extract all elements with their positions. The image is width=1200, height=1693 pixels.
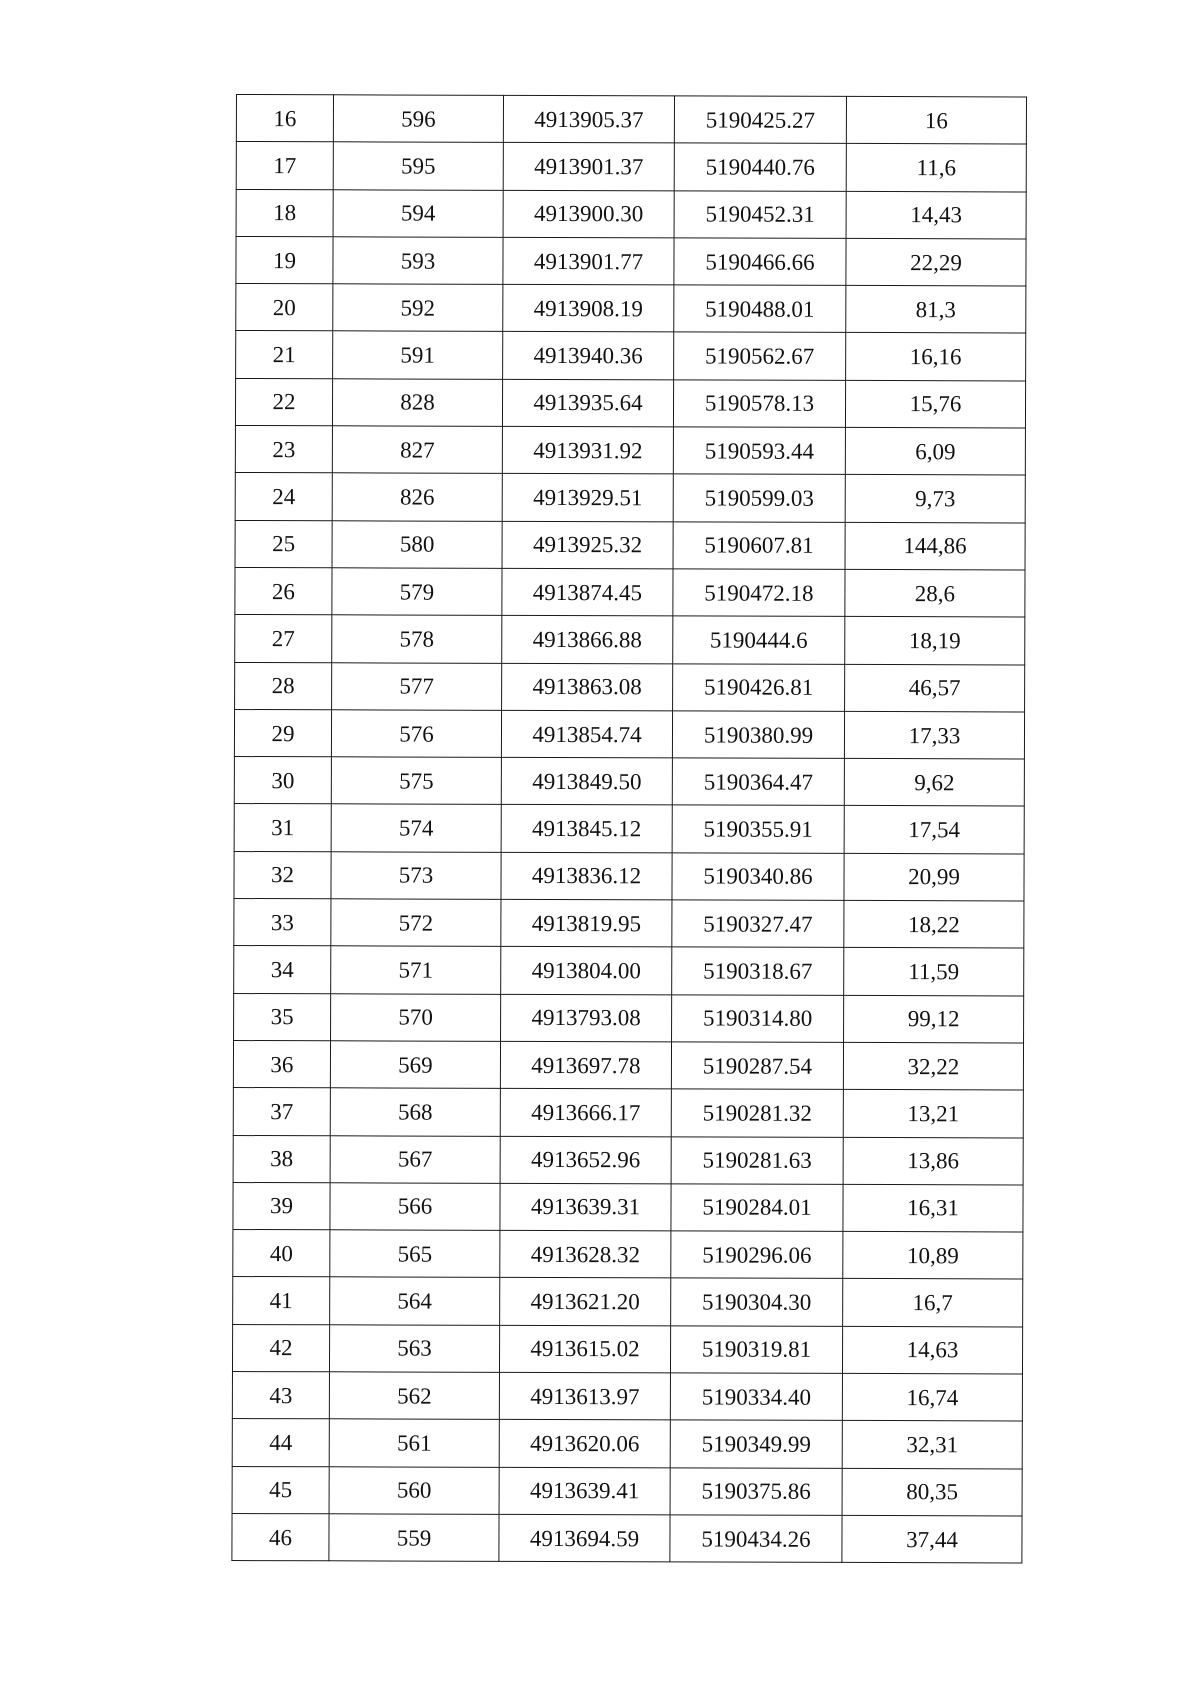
table-row bbox=[234, 851, 1024, 901]
x-coordinate-cell: 4913697.78 bbox=[500, 1041, 671, 1089]
row-number-cell: 21 bbox=[236, 331, 333, 379]
point-id-cell: 573 bbox=[331, 852, 501, 900]
row-number-cell: 39 bbox=[233, 1182, 330, 1230]
y-coordinate-cell: 5190380.99 bbox=[672, 711, 844, 759]
distance-cell: 37,44 bbox=[842, 1515, 1022, 1563]
row-number-cell: 17 bbox=[236, 142, 333, 190]
x-coordinate-cell: 4913900.30 bbox=[503, 190, 674, 238]
table-row bbox=[233, 1088, 1023, 1138]
y-coordinate-cell: 5190281.63 bbox=[671, 1136, 843, 1184]
point-id-cell: 827 bbox=[332, 426, 502, 474]
distance-cell: 11,59 bbox=[844, 948, 1024, 996]
row-number-cell: 43 bbox=[232, 1372, 329, 1420]
y-coordinate-cell: 5190425.27 bbox=[674, 96, 846, 144]
point-id-cell: 594 bbox=[333, 189, 503, 237]
table-row bbox=[235, 473, 1025, 523]
x-coordinate-cell: 4913793.08 bbox=[501, 994, 672, 1042]
point-id-cell: 828 bbox=[332, 379, 502, 427]
x-coordinate-cell: 4913905.37 bbox=[503, 95, 674, 143]
point-id-cell: 596 bbox=[333, 95, 503, 143]
distance-cell: 18,19 bbox=[845, 617, 1025, 665]
x-coordinate-cell: 4913628.32 bbox=[500, 1230, 671, 1278]
table-row bbox=[233, 1182, 1023, 1232]
point-id-cell: 562 bbox=[329, 1372, 499, 1420]
x-coordinate-cell: 4913901.77 bbox=[503, 237, 674, 285]
point-id-cell: 566 bbox=[330, 1183, 500, 1231]
distance-cell: 20,99 bbox=[844, 853, 1024, 901]
row-number-cell: 26 bbox=[235, 567, 332, 615]
point-id-cell: 592 bbox=[333, 284, 503, 332]
y-coordinate-cell: 5190434.26 bbox=[670, 1515, 842, 1563]
table-row bbox=[233, 1230, 1023, 1280]
row-number-cell: 33 bbox=[234, 899, 331, 947]
distance-cell: 99,12 bbox=[844, 995, 1024, 1043]
point-id-cell: 563 bbox=[329, 1325, 499, 1373]
distance-cell: 81,3 bbox=[846, 286, 1026, 334]
row-number-cell: 25 bbox=[235, 520, 332, 568]
row-number-cell: 19 bbox=[236, 236, 333, 284]
distance-cell: 16 bbox=[846, 96, 1026, 144]
y-coordinate-cell: 5190355.91 bbox=[672, 805, 844, 853]
row-number-cell: 32 bbox=[234, 851, 331, 899]
point-id-cell: 578 bbox=[332, 615, 502, 663]
x-coordinate-cell: 4913615.02 bbox=[499, 1325, 670, 1373]
x-coordinate-cell: 4913908.19 bbox=[503, 285, 674, 333]
table-row bbox=[235, 567, 1025, 617]
distance-cell: 18,22 bbox=[844, 900, 1024, 948]
point-id-cell: 826 bbox=[332, 473, 502, 521]
point-id-cell: 591 bbox=[333, 331, 503, 379]
distance-cell: 10,89 bbox=[843, 1232, 1023, 1280]
x-coordinate-cell: 4913819.95 bbox=[501, 899, 672, 947]
table-row bbox=[233, 1135, 1023, 1185]
distance-cell: 11,6 bbox=[846, 144, 1026, 192]
y-coordinate-cell: 5190314.80 bbox=[672, 995, 844, 1043]
x-coordinate-cell: 4913866.88 bbox=[502, 616, 673, 664]
x-coordinate-cell: 4913929.51 bbox=[502, 474, 673, 522]
table-row bbox=[234, 709, 1024, 759]
distance-cell: 46,57 bbox=[845, 664, 1025, 712]
distance-cell: 80,35 bbox=[842, 1468, 1022, 1516]
row-number-cell: 38 bbox=[233, 1135, 330, 1183]
x-coordinate-cell: 4913854.74 bbox=[501, 710, 672, 758]
row-number-cell: 16 bbox=[236, 95, 333, 143]
table-row bbox=[236, 284, 1026, 334]
y-coordinate-cell: 5190334.40 bbox=[670, 1373, 842, 1421]
y-coordinate-cell: 5190340.86 bbox=[672, 853, 844, 901]
point-id-cell: 580 bbox=[332, 520, 502, 568]
table-row bbox=[233, 1277, 1023, 1327]
x-coordinate-cell: 4913613.97 bbox=[499, 1372, 670, 1420]
table-row bbox=[233, 1040, 1023, 1090]
distance-cell: 28,6 bbox=[845, 569, 1025, 617]
point-id-cell: 560 bbox=[329, 1466, 499, 1514]
table-row bbox=[234, 946, 1024, 996]
table-row bbox=[232, 1419, 1022, 1469]
row-number-cell: 36 bbox=[233, 1040, 330, 1088]
table-row bbox=[236, 189, 1026, 239]
row-number-cell: 40 bbox=[233, 1230, 330, 1278]
row-number-cell: 23 bbox=[235, 426, 332, 474]
row-number-cell: 45 bbox=[232, 1466, 329, 1514]
x-coordinate-cell: 4913845.12 bbox=[501, 805, 672, 853]
point-id-cell: 565 bbox=[330, 1230, 500, 1278]
table-row bbox=[236, 95, 1026, 145]
x-coordinate-cell: 4913666.17 bbox=[500, 1089, 671, 1137]
distance-cell: 16,31 bbox=[843, 1184, 1023, 1232]
row-number-cell: 27 bbox=[235, 615, 332, 663]
point-id-cell: 574 bbox=[331, 804, 501, 852]
y-coordinate-cell: 5190304.30 bbox=[671, 1278, 843, 1326]
distance-cell: 32,22 bbox=[843, 1042, 1023, 1090]
row-number-cell: 28 bbox=[235, 662, 332, 710]
table-row bbox=[234, 993, 1024, 1043]
table-row bbox=[234, 757, 1024, 807]
y-coordinate-cell: 5190466.66 bbox=[674, 238, 846, 286]
table-row bbox=[235, 378, 1025, 428]
row-number-cell: 30 bbox=[234, 757, 331, 805]
x-coordinate-cell: 4913836.12 bbox=[501, 852, 672, 900]
row-number-cell: 24 bbox=[235, 473, 332, 521]
x-coordinate-cell: 4913620.06 bbox=[499, 1420, 670, 1468]
x-coordinate-cell: 4913935.64 bbox=[502, 379, 673, 427]
distance-cell: 17,54 bbox=[844, 806, 1024, 854]
distance-cell: 9,62 bbox=[844, 759, 1024, 807]
y-coordinate-cell: 5190472.18 bbox=[673, 569, 845, 617]
x-coordinate-cell: 4913901.37 bbox=[503, 143, 674, 191]
x-coordinate-cell: 4913639.41 bbox=[499, 1467, 670, 1515]
y-coordinate-cell: 5190593.44 bbox=[673, 427, 845, 475]
distance-cell: 13,21 bbox=[843, 1090, 1023, 1138]
distance-cell: 14,43 bbox=[846, 191, 1026, 239]
point-id-cell: 571 bbox=[331, 946, 501, 994]
table-row bbox=[232, 1466, 1022, 1516]
y-coordinate-cell: 5190562.67 bbox=[674, 332, 846, 380]
x-coordinate-cell: 4913652.96 bbox=[500, 1136, 671, 1184]
x-coordinate-cell: 4913925.32 bbox=[502, 521, 673, 569]
row-number-cell: 37 bbox=[233, 1088, 330, 1136]
table-row bbox=[235, 426, 1025, 476]
point-id-cell: 572 bbox=[331, 899, 501, 947]
table-row bbox=[232, 1324, 1022, 1374]
y-coordinate-cell: 5190287.54 bbox=[671, 1042, 843, 1090]
row-number-cell: 31 bbox=[234, 804, 331, 852]
x-coordinate-cell: 4913621.20 bbox=[500, 1278, 671, 1326]
point-id-cell: 561 bbox=[329, 1419, 499, 1467]
distance-cell: 6,09 bbox=[845, 427, 1025, 475]
row-number-cell: 44 bbox=[232, 1419, 329, 1467]
distance-cell: 9,73 bbox=[845, 475, 1025, 523]
distance-cell: 32,31 bbox=[842, 1421, 1022, 1469]
row-number-cell: 41 bbox=[233, 1277, 330, 1325]
distance-cell: 13,86 bbox=[843, 1137, 1023, 1185]
distance-cell: 17,33 bbox=[844, 711, 1024, 759]
point-id-cell: 577 bbox=[332, 662, 502, 710]
x-coordinate-cell: 4913931.92 bbox=[502, 426, 673, 474]
distance-cell: 15,76 bbox=[845, 380, 1025, 428]
y-coordinate-cell: 5190607.81 bbox=[673, 522, 845, 570]
y-coordinate-cell: 5190452.31 bbox=[674, 190, 846, 238]
y-coordinate-cell: 5190375.86 bbox=[670, 1467, 842, 1515]
x-coordinate-cell: 4913863.08 bbox=[502, 663, 673, 711]
distance-cell: 144,86 bbox=[845, 522, 1025, 570]
point-id-cell: 567 bbox=[330, 1135, 500, 1183]
point-id-cell: 564 bbox=[330, 1277, 500, 1325]
row-number-cell: 42 bbox=[232, 1324, 329, 1372]
x-coordinate-cell: 4913804.00 bbox=[501, 947, 672, 995]
y-coordinate-cell: 5190318.67 bbox=[672, 947, 844, 995]
row-number-cell: 35 bbox=[234, 993, 331, 1041]
row-number-cell: 46 bbox=[232, 1513, 329, 1561]
x-coordinate-cell: 4913849.50 bbox=[501, 757, 672, 805]
distance-cell: 16,16 bbox=[846, 333, 1026, 381]
table-row bbox=[235, 662, 1025, 712]
table-row bbox=[234, 804, 1024, 854]
table-row bbox=[236, 331, 1026, 381]
distance-cell: 14,63 bbox=[842, 1326, 1022, 1374]
row-number-cell: 18 bbox=[236, 189, 333, 237]
table-row bbox=[232, 1372, 1022, 1422]
point-id-cell: 576 bbox=[331, 710, 501, 758]
y-coordinate-cell: 5190319.81 bbox=[670, 1326, 842, 1374]
distance-cell: 22,29 bbox=[846, 238, 1026, 286]
coordinates-table bbox=[231, 94, 1027, 1564]
row-number-cell: 29 bbox=[234, 709, 331, 757]
point-id-cell: 570 bbox=[331, 993, 501, 1041]
table-row bbox=[236, 236, 1026, 286]
y-coordinate-cell: 5190349.99 bbox=[670, 1420, 842, 1468]
coordinates-table-body bbox=[232, 95, 1027, 1564]
y-coordinate-cell: 5190281.32 bbox=[671, 1089, 843, 1137]
row-number-cell: 34 bbox=[234, 946, 331, 994]
distance-cell: 16,7 bbox=[843, 1279, 1023, 1327]
y-coordinate-cell: 5190578.13 bbox=[673, 380, 845, 428]
y-coordinate-cell: 5190440.76 bbox=[674, 143, 846, 191]
y-coordinate-cell: 5190599.03 bbox=[673, 474, 845, 522]
x-coordinate-cell: 4913874.45 bbox=[502, 568, 673, 616]
y-coordinate-cell: 5190426.81 bbox=[673, 663, 845, 711]
y-coordinate-cell: 5190444.6 bbox=[673, 616, 845, 664]
row-number-cell: 22 bbox=[235, 378, 332, 426]
table-row bbox=[235, 520, 1025, 570]
table-row bbox=[232, 1513, 1022, 1563]
x-coordinate-cell: 4913639.31 bbox=[500, 1183, 671, 1231]
x-coordinate-cell: 4913940.36 bbox=[503, 332, 674, 380]
point-id-cell: 575 bbox=[331, 757, 501, 805]
row-number-cell: 20 bbox=[236, 284, 333, 332]
point-id-cell: 568 bbox=[330, 1088, 500, 1136]
point-id-cell: 595 bbox=[333, 142, 503, 190]
point-id-cell: 593 bbox=[333, 237, 503, 285]
table-row bbox=[235, 615, 1025, 665]
x-coordinate-cell: 4913694.59 bbox=[499, 1514, 670, 1562]
point-id-cell: 559 bbox=[329, 1514, 499, 1562]
y-coordinate-cell: 5190327.47 bbox=[672, 900, 844, 948]
point-id-cell: 579 bbox=[332, 568, 502, 616]
y-coordinate-cell: 5190364.47 bbox=[672, 758, 844, 806]
distance-cell: 16,74 bbox=[842, 1373, 1022, 1421]
y-coordinate-cell: 5190284.01 bbox=[671, 1184, 843, 1232]
table-row bbox=[236, 142, 1026, 192]
point-id-cell: 569 bbox=[330, 1041, 500, 1089]
table-row bbox=[234, 899, 1024, 949]
y-coordinate-cell: 5190296.06 bbox=[671, 1231, 843, 1279]
y-coordinate-cell: 5190488.01 bbox=[674, 285, 846, 333]
